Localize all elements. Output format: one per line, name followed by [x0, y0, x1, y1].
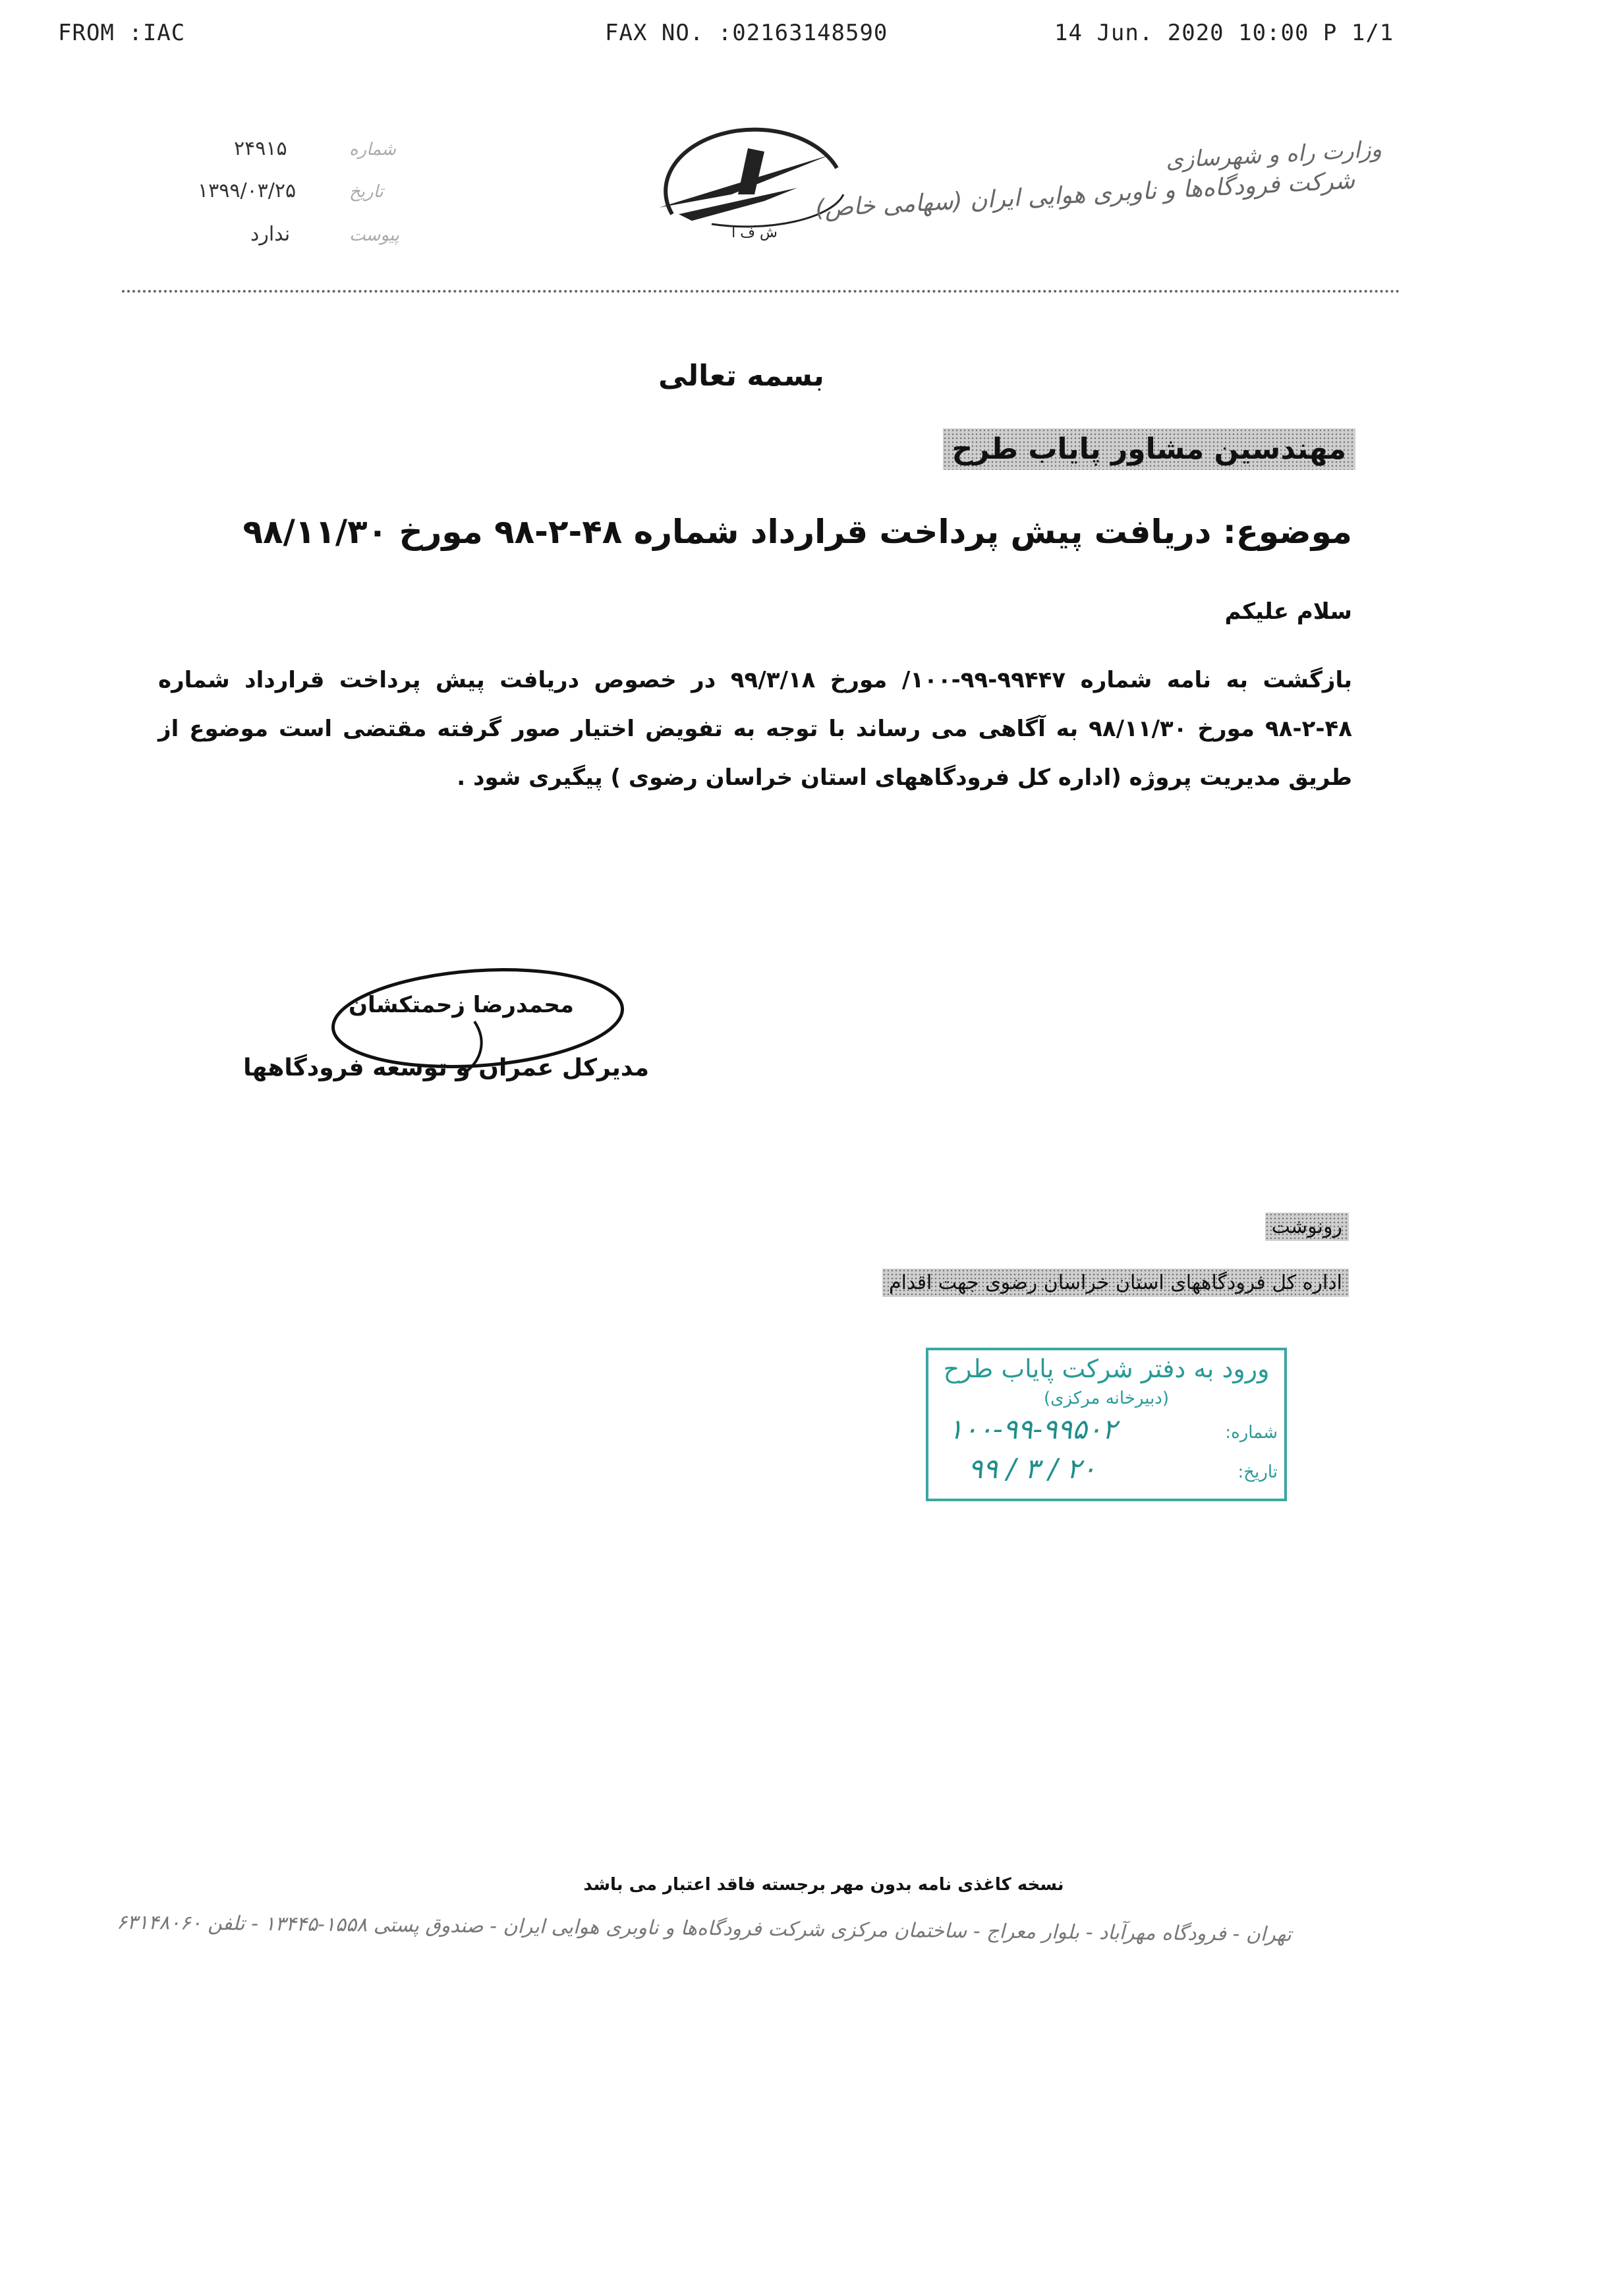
stamp-date-value: ۹۹ / ۳ / ۲۰: [968, 1452, 1096, 1485]
airports-company-logo-icon: [633, 115, 857, 247]
stamp-number-label: شماره:: [1225, 1423, 1278, 1443]
letter-date-label: تاریخ: [349, 182, 383, 202]
stamp-date-label: تاریخ:: [1237, 1462, 1278, 1482]
signatory-title: مدیرکل عمران و توسعه فرودگاهها: [243, 1054, 649, 1081]
fax-from: FROM :IAC: [58, 20, 186, 46]
recipient: مهندسین مشاور پایاب طرح: [943, 428, 1356, 470]
fax-number: FAX NO. :02163148590: [605, 20, 888, 46]
letter-number-value: ۲۴۹۱۵: [234, 137, 287, 160]
greeting: سلام علیکم: [1224, 598, 1352, 625]
letter-body: بازگشت به نامه شماره ۹۹۴۴۷-۹۹-۱۰۰/ مورخ ۹۹/۳/۱۸ در خصوص دریافت پیش پرداخت قرارداد شماره ۴۸-۲-۹۸ مورخ ۹۸/۱۱/۳۰ به آگاهی می رساند با توجه به تفویض اختیار صور گرفته مقتضی است موضوع از طریق مدیریت پروژه (اداره کل فرودگاههای استان خراسان رضوی ) پیگیری شود .: [158, 667, 1352, 791]
footer-address: تهران - فرودگاه مهرآباد - بلوار معراج - ساختمان مرکزی شرکت فرودگاه‌ها و ناوبری هوایی ایران - صندوق پستی ۱۵۵۸-۱۳۴۴۵ - تلفن ۶۳۱۴۸۰۶۰: [116, 1910, 1292, 1947]
bismillah: بسمه تعالی: [658, 359, 824, 393]
cc-heading: رونوشت: [1265, 1213, 1349, 1241]
fax-date-page: 14 Jun. 2020 10:00 P 1/1: [1054, 20, 1394, 46]
stamp-title: ورود به دفتر شرکت پایاب طرح: [943, 1354, 1270, 1383]
header-divider: [122, 290, 1400, 293]
org-ministry: وزارت راه و شهرسازی: [1165, 136, 1382, 174]
letter-number-label: شماره: [349, 140, 396, 159]
stamp-number-value: ۱۰۰-۹۹-۹۹۵۰۲: [948, 1413, 1117, 1445]
receipt-stamp: [926, 1348, 1287, 1501]
subject: موضوع: دریافت پیش پرداخت قرارداد شماره ۴۸-۲-۹۸ مورخ ۹۸/۱۱/۳۰: [242, 513, 1352, 551]
letter-attachment-value: ندارد: [250, 223, 291, 246]
stamp-subtitle: (دبیرخانه مرکزی): [1043, 1389, 1170, 1408]
footer-validity-note: نسخه کاغذی نامه بدون مهر برجسته فاقد اعتبار می باشد: [583, 1875, 1064, 1895]
letter-date-value: ۱۳۹۹/۰۳/۲۵: [198, 179, 297, 202]
cc-recipient: اداره کل فرودگاههای استان خراسان رضوی جهت اقدام: [882, 1269, 1349, 1297]
org-company: شرکت فرودگاه‌ها و ناوبری هوایی ایران (سهامی خاص): [814, 167, 1356, 223]
svg-text:ش ف ا: ش ف ا: [731, 225, 778, 241]
signatory-name: محمدرضا زحمتکشان: [349, 992, 574, 1018]
letter-attachment-label: پیوست: [349, 225, 399, 245]
